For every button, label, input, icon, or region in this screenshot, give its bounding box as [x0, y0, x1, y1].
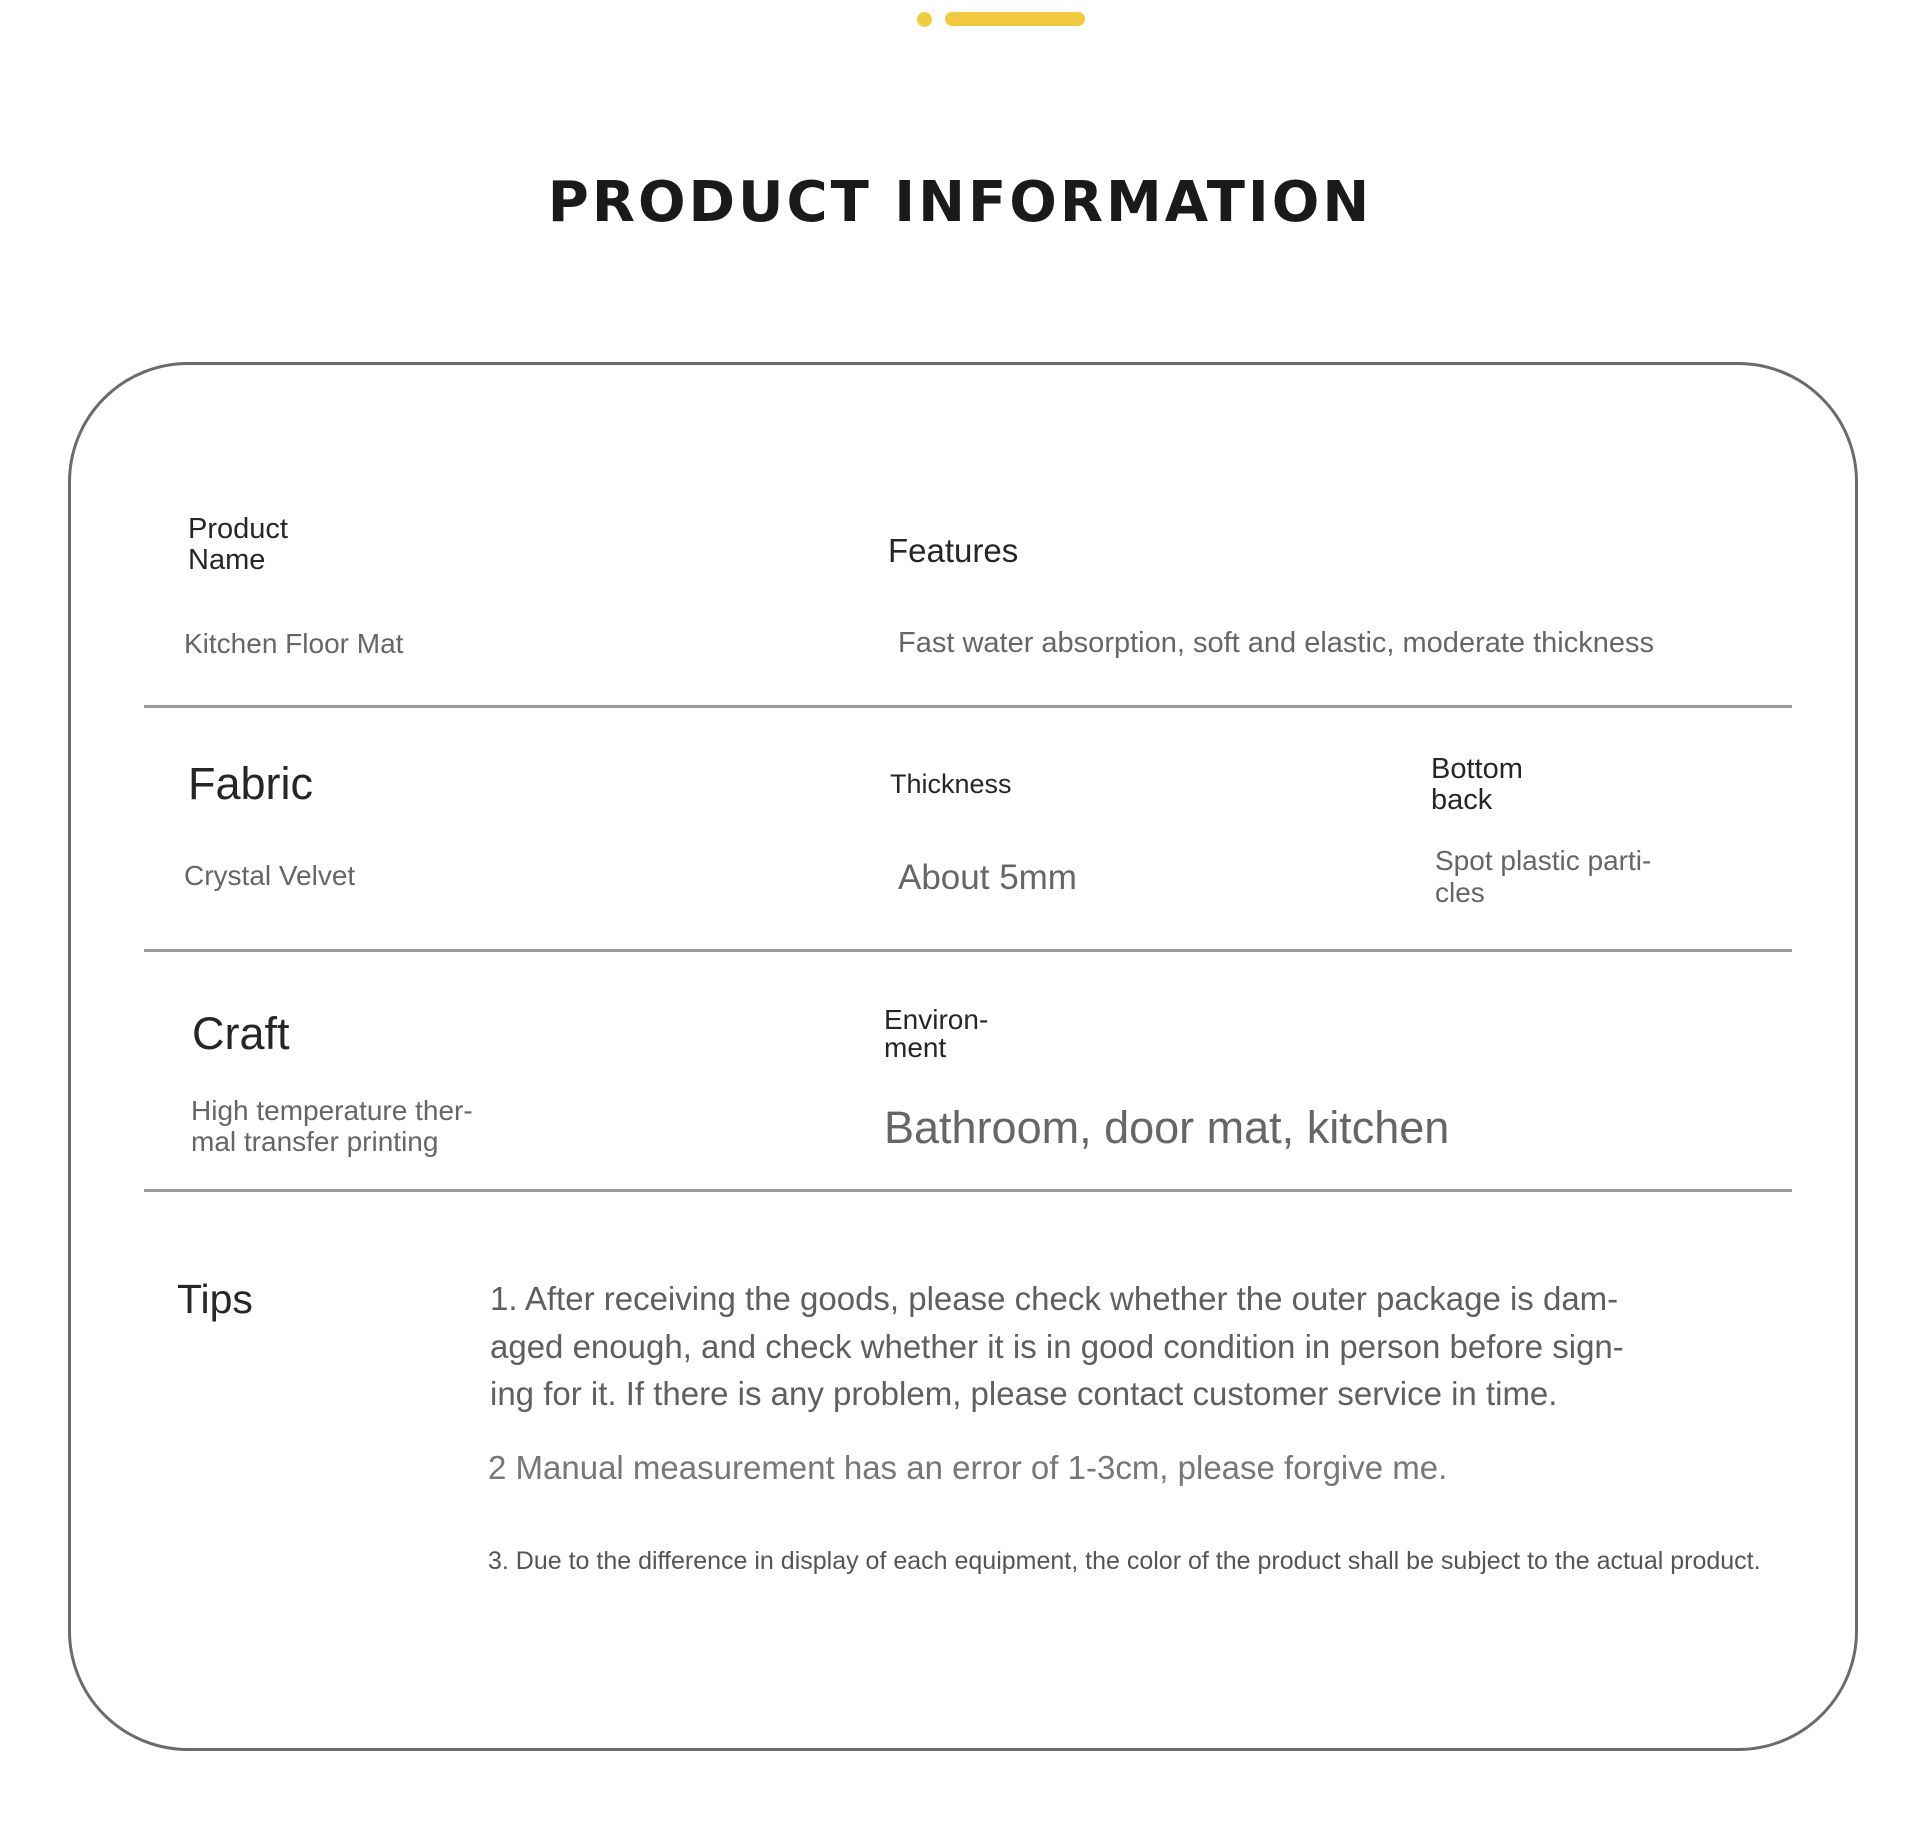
features-label: Features [888, 532, 1019, 569]
fabric-value: Crystal Velvet [184, 860, 356, 891]
product-name-value: Kitchen Floor Mat [184, 628, 404, 659]
accent-bar [945, 12, 1085, 26]
craft-label: Craft [192, 1008, 290, 1059]
bottom-back-value: Spot plastic parti- cles [1435, 845, 1652, 908]
thickness-value: About 5mm [898, 858, 1077, 897]
craft-value: High temperature ther- mal transfer printing [191, 1095, 473, 1157]
tip-item-2: 2 Manual measurement has an error of 1-3cm, please forgive me. [488, 1449, 1448, 1486]
tips-label: Tips [177, 1276, 253, 1322]
tip-item-1: 1. After receiving the goods, please check whether the outer package is dam- aged enough, and check whether it is in good condition in person before sign- ing for it. If there is any problem, please contact customer service in time. [490, 1280, 1624, 1412]
fabric-label: Fabric [188, 758, 314, 809]
accent-dot [917, 12, 932, 27]
page-title: PRODUCT INFORMATION [547, 169, 1373, 235]
environment-value: Bathroom, door mat, kitchen [884, 1102, 1450, 1153]
features-value: Fast water absorption, soft and elastic, moderate thickness [898, 627, 1654, 659]
environment-label: Environ- ment [884, 1004, 989, 1063]
divider-row-3 [144, 1189, 1792, 1192]
divider-row-1 [144, 705, 1792, 708]
tip-item-3: 3. Due to the difference in display of each equipment, the color of the product shall be subject to the actual product. [488, 1547, 1761, 1575]
divider-row-2 [144, 949, 1792, 952]
bottom-back-label: Bottom back [1431, 753, 1523, 816]
product-name-label: Product Name [188, 513, 288, 576]
thickness-label: Thickness [890, 769, 1012, 799]
